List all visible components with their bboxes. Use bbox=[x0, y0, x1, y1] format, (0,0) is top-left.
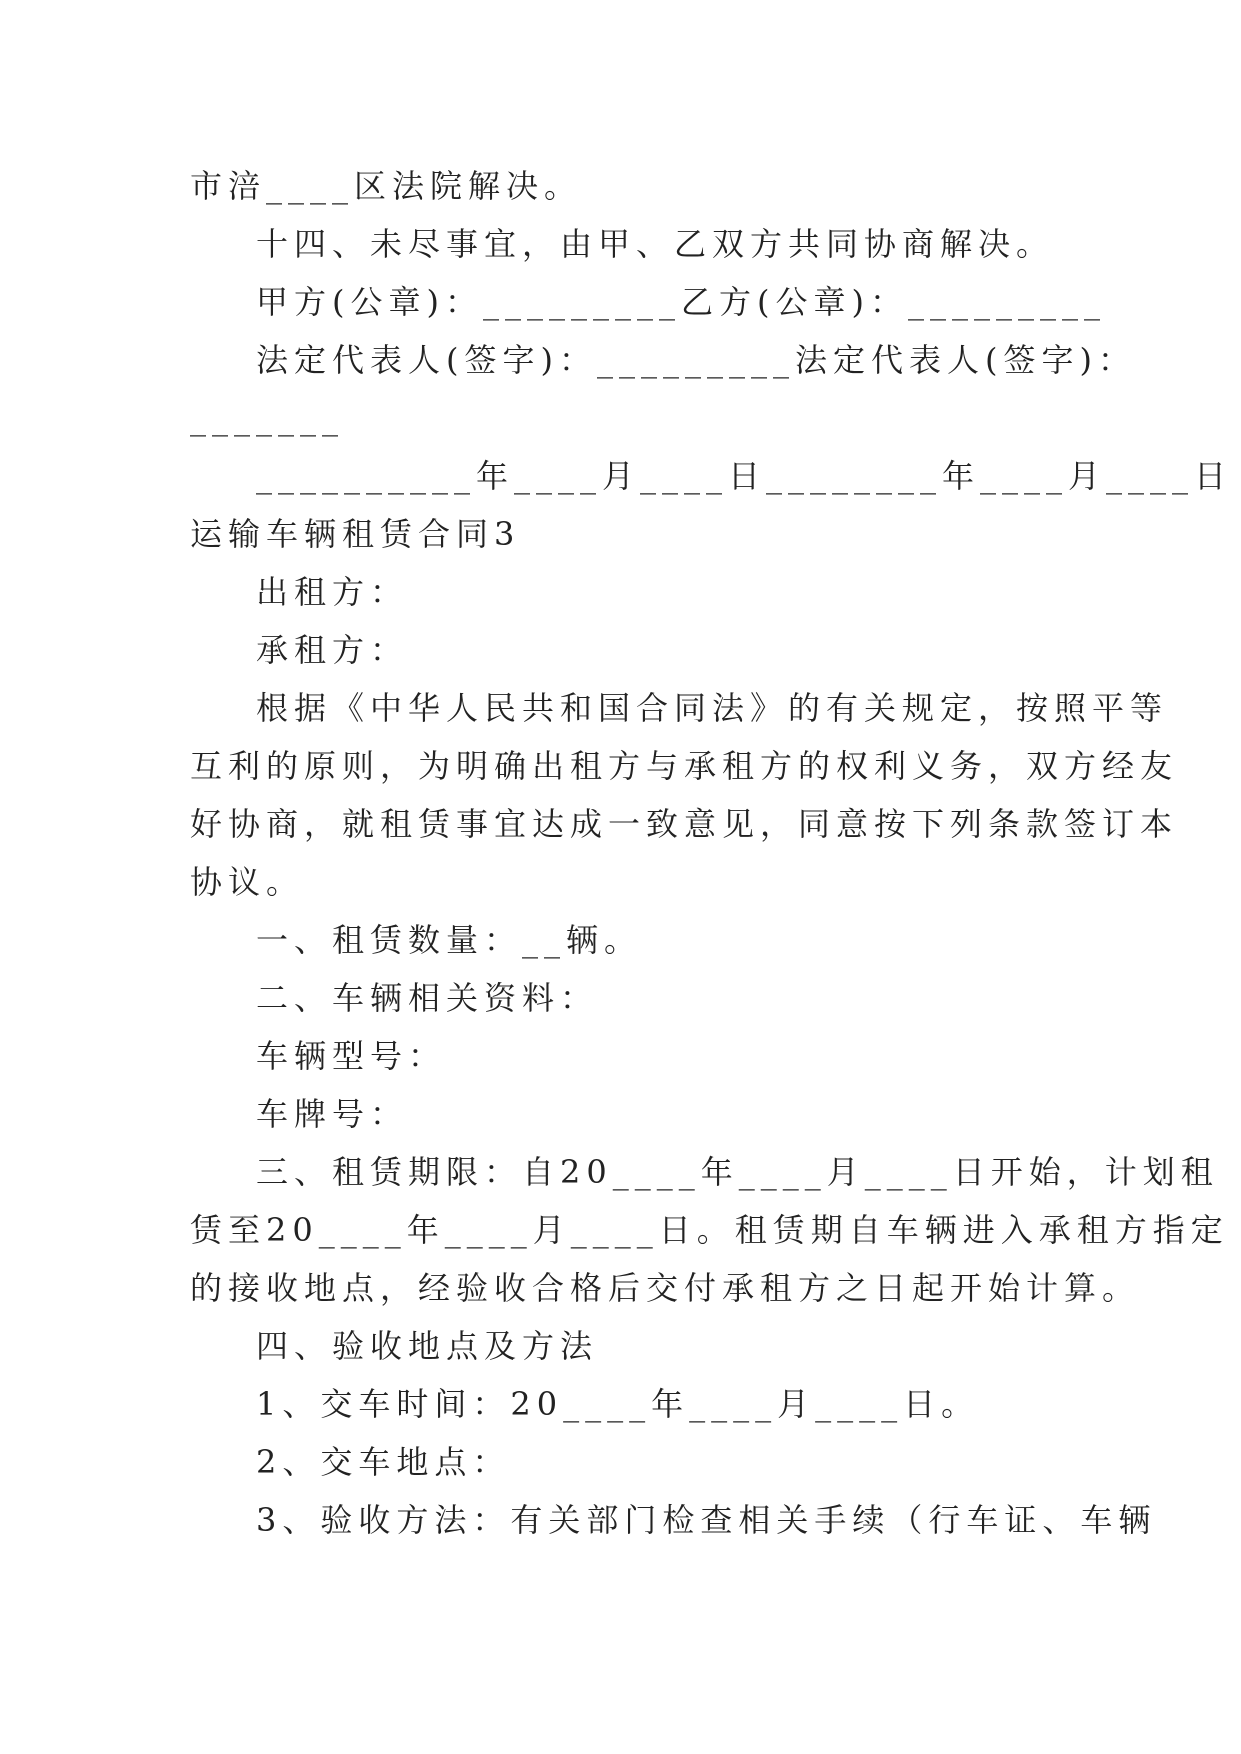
text-line: 法定代表人(签字)：_________法定代表人(签字)： bbox=[256, 341, 1136, 379]
text-line: 车牌号： bbox=[256, 1095, 409, 1133]
text-line: 车辆型号： bbox=[256, 1037, 447, 1075]
text-line: 市涪____区法院解决。 bbox=[190, 167, 583, 205]
text-line: 二、车辆相关资料： bbox=[256, 979, 599, 1017]
text-line: 四、验收地点及方法 bbox=[256, 1327, 599, 1365]
text-line: 协议。 bbox=[190, 863, 305, 901]
text-line: 3、验收方法：有关部门检查相关手续（行车证、车辆 bbox=[256, 1501, 1157, 1539]
text-line: 十四、未尽事宜，由甲、乙双方共同协商解决。 bbox=[256, 225, 1055, 263]
text-line: 好协商，就租赁事宜达成一致意见，同意按下列条款签订本 bbox=[190, 805, 1179, 843]
text-line: 承租方： bbox=[256, 631, 409, 669]
text-line: 甲方(公章)：_________乙方(公章)：_________ bbox=[256, 283, 1106, 321]
text-line: 赁至20____年____月____日。租赁期自车辆进入承租方指定 bbox=[190, 1211, 1229, 1249]
text-line: 出租方： bbox=[256, 573, 409, 611]
text-line: __________年____月____日________年____月____日 bbox=[256, 457, 1233, 495]
text-line: 2、交车地点： bbox=[256, 1443, 511, 1481]
text-line: 互利的原则，为明确出租方与承租方的权利义务，双方经友 bbox=[190, 747, 1179, 785]
text-line: 三、租赁期限：自20____年____月____日开始，计划租 bbox=[256, 1153, 1219, 1191]
section-title: 运输车辆租赁合同3 bbox=[190, 515, 521, 553]
text-line: 1、交车时间：20____年____月____日。 bbox=[256, 1385, 980, 1423]
text-line: _______ bbox=[190, 399, 344, 437]
text-line: 的接收地点，经验收合格后交付承租方之日起开始计算。 bbox=[190, 1269, 1141, 1307]
text-line: 一、租赁数量：__辆。 bbox=[256, 921, 643, 959]
text-line: 根据《中华人民共和国合同法》的有关规定，按照平等 bbox=[256, 689, 1169, 727]
